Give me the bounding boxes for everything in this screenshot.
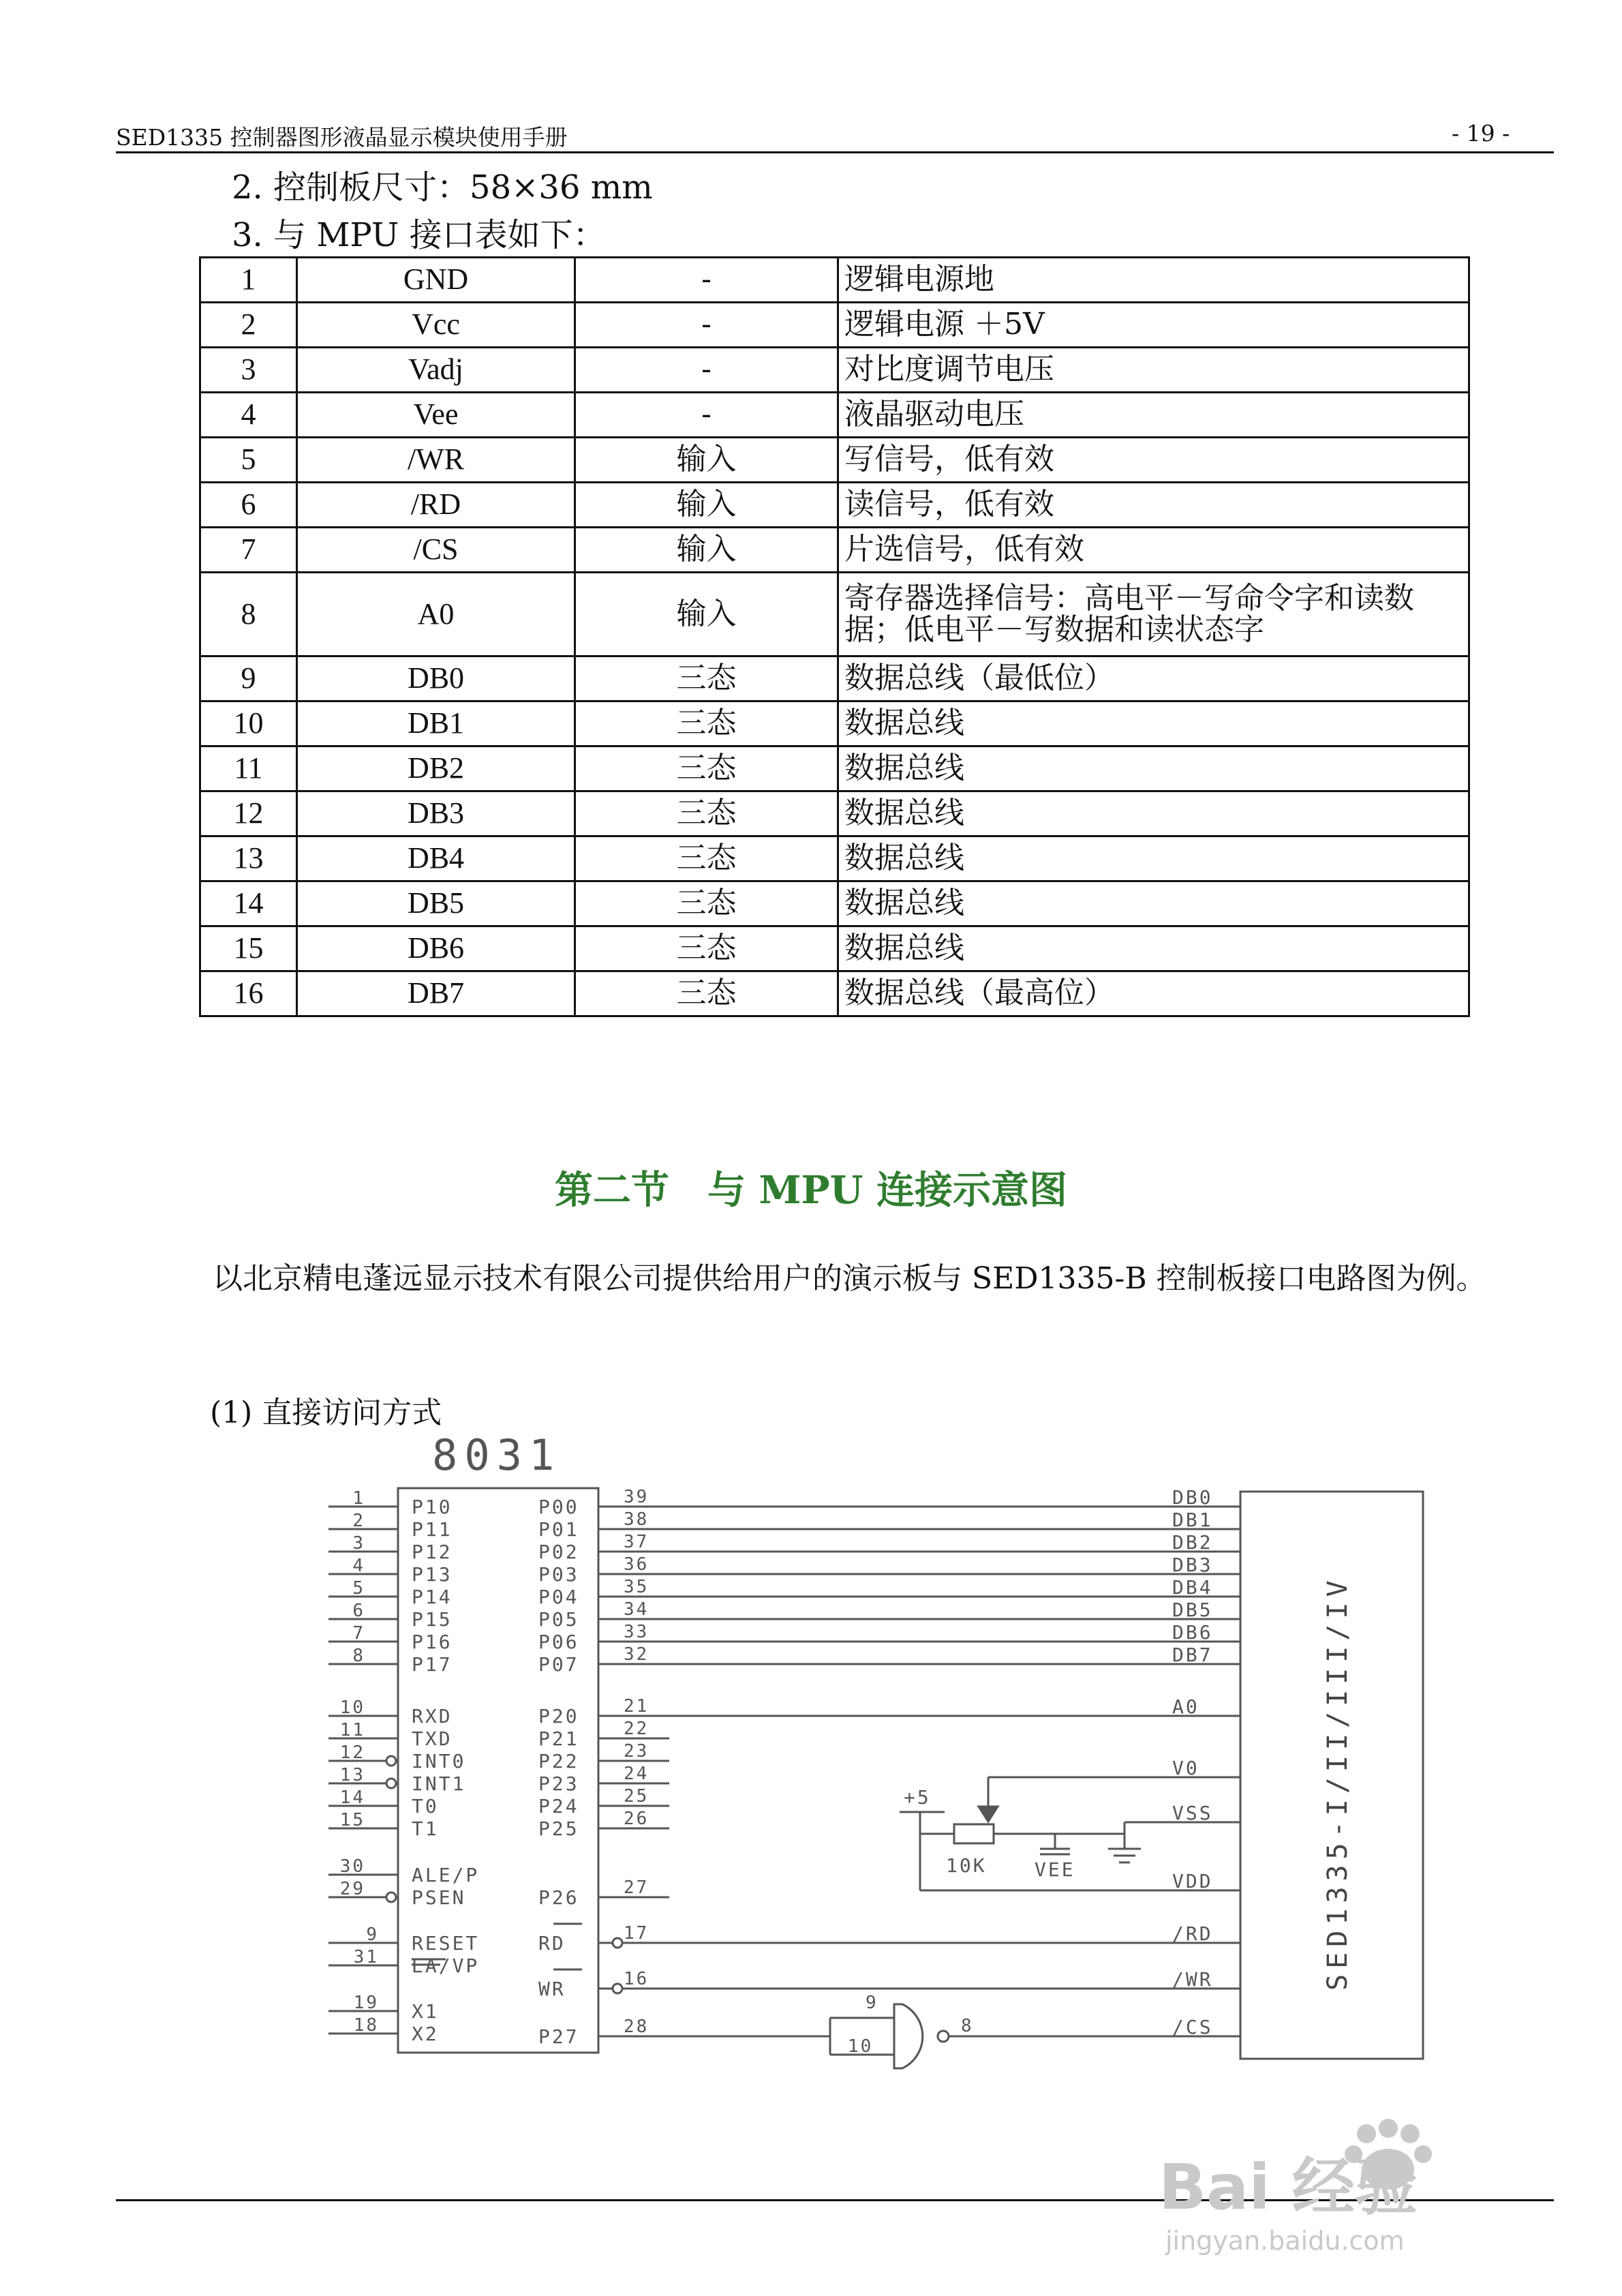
left-pin-label: P10 bbox=[412, 1496, 453, 1518]
port0-pin-number: 33 bbox=[624, 1622, 649, 1642]
lcd-data-signal-label: DB1 bbox=[1172, 1509, 1213, 1531]
port0-pin-label: P06 bbox=[538, 1631, 579, 1653]
left-pin-label: P15 bbox=[412, 1608, 453, 1631]
direction-cell: 三态 bbox=[575, 836, 838, 881]
left-pin-label: P14 bbox=[412, 1586, 453, 1608]
direction-cell: 输入 bbox=[575, 483, 838, 528]
left-pin-number: 2 bbox=[352, 1511, 365, 1531]
direction-cell: - bbox=[575, 348, 838, 393]
port2-pin-number: 26 bbox=[624, 1809, 649, 1829]
lcd-data-signal-label: DB7 bbox=[1172, 1644, 1213, 1666]
direction-cell: - bbox=[575, 303, 838, 348]
interface-table-heading: 3. 与 MPU 接口表如下： bbox=[232, 216, 606, 254]
gate-pin-label: 8 bbox=[961, 2016, 974, 2036]
port0-pin-label: P05 bbox=[538, 1608, 579, 1631]
supply-label: +5 bbox=[904, 1786, 931, 1809]
direction-cell: 输入 bbox=[575, 528, 838, 573]
lcd-data-signal-label: DB4 bbox=[1172, 1576, 1213, 1599]
control-pin-label: WR bbox=[538, 1978, 566, 2000]
port2-pin-number: 22 bbox=[624, 1719, 649, 1739]
pin-number-cell: 9 bbox=[200, 656, 297, 701]
left-pin-label: T1 bbox=[412, 1817, 439, 1840]
signal-name-cell: DB3 bbox=[297, 791, 575, 836]
potentiometer-body bbox=[954, 1824, 994, 1843]
lcd-signal-label: /RD bbox=[1172, 1922, 1213, 1945]
port2-pin-label: P22 bbox=[538, 1750, 579, 1772]
direction-cell: 三态 bbox=[575, 701, 838, 746]
left-pin-label: P12 bbox=[412, 1541, 453, 1563]
header-title: SED1335 控制器图形液晶显示模块使用手册 bbox=[116, 124, 568, 151]
left-pin-number: 14 bbox=[339, 1787, 365, 1808]
signal-name-cell: /RD bbox=[297, 483, 575, 528]
signal-name-cell: /CS bbox=[297, 528, 575, 573]
left-pin-number: 15 bbox=[339, 1810, 365, 1830]
left-pin-number: 13 bbox=[339, 1765, 365, 1785]
control-pin-number: 28 bbox=[624, 2016, 649, 2037]
signal-name-cell: DB2 bbox=[297, 746, 575, 791]
vee-label: VEE bbox=[1035, 1858, 1075, 1881]
description-cell: 数据总线 bbox=[838, 746, 1469, 791]
lcd-data-signal-label: DB3 bbox=[1172, 1554, 1213, 1576]
left-pin-label: INT1 bbox=[412, 1772, 466, 1795]
port2-pin-number: 24 bbox=[624, 1764, 649, 1784]
gate-pin-label: 9 bbox=[866, 1993, 878, 2013]
signal-name-cell: DB7 bbox=[297, 971, 575, 1016]
signal-name-cell: DB0 bbox=[297, 656, 575, 701]
left-pin-number: 12 bbox=[339, 1742, 365, 1763]
port0-pin-number: 36 bbox=[624, 1554, 649, 1575]
description-cell: 片选信号，低有效 bbox=[838, 528, 1469, 573]
port2-pin-number: 23 bbox=[624, 1741, 649, 1762]
pin-number-cell: 7 bbox=[200, 528, 297, 573]
inverted-input-bubble bbox=[386, 1779, 396, 1788]
description-cell: 读信号，低有效 bbox=[838, 483, 1469, 528]
port0-pin-number: 32 bbox=[624, 1644, 649, 1665]
port2-pin-label: P21 bbox=[538, 1727, 579, 1750]
left-pin-label: P13 bbox=[412, 1563, 453, 1586]
lcd-signal-label: A0 bbox=[1172, 1695, 1199, 1718]
lcd-module-name: SED1335-I/II/III/IV bbox=[1322, 1575, 1353, 1991]
pin-number-cell: 6 bbox=[200, 483, 297, 528]
baidu-jingyan-watermark bbox=[1145, 2113, 1527, 2263]
left-pin-number: 3 bbox=[352, 1533, 365, 1554]
port0-pin-label: P01 bbox=[538, 1518, 579, 1541]
lcd-data-signal-label: DB2 bbox=[1172, 1531, 1213, 1554]
description-cell: 写信号，低有效 bbox=[838, 438, 1469, 483]
port2-pin-number: 25 bbox=[624, 1786, 649, 1807]
signal-name-cell: DB6 bbox=[297, 926, 575, 971]
watermark-brand: Bai 经验 bbox=[1159, 2151, 1418, 2224]
control-pin-label: P27 bbox=[538, 2025, 579, 2048]
direction-cell: 输入 bbox=[575, 573, 838, 656]
nand-output-bubble bbox=[938, 2031, 949, 2042]
left-pin-number: 11 bbox=[339, 1720, 365, 1740]
direction-cell: 三态 bbox=[575, 926, 838, 971]
pin-number-cell: 15 bbox=[200, 926, 297, 971]
description-cell: 对比度调节电压 bbox=[838, 348, 1469, 393]
left-pin-number: 31 bbox=[353, 1947, 379, 1967]
nand-gate bbox=[894, 2004, 923, 2068]
wiper-arrow bbox=[979, 1807, 998, 1822]
description-cell: 逻辑电源地 bbox=[838, 258, 1469, 303]
port0-pin-number: 34 bbox=[624, 1599, 649, 1620]
direction-cell: 三态 bbox=[575, 656, 838, 701]
direction-cell: 三态 bbox=[575, 746, 838, 791]
direction-cell: - bbox=[575, 258, 838, 303]
lcd-signal-label: VDD bbox=[1172, 1870, 1213, 1892]
lcd-signal-label: /WR bbox=[1172, 1968, 1213, 1991]
description-cell: 寄存器选择信号：高电平－写命令字和读数据；低电平－写数据和读状态字 bbox=[838, 573, 1469, 656]
control-pin-label: P26 bbox=[538, 1886, 579, 1909]
pin-number-cell: 10 bbox=[200, 701, 297, 746]
mcu-name-label: 8031 bbox=[432, 1430, 562, 1480]
description-cell: 数据总线 bbox=[838, 881, 1469, 926]
inverted-input-bubble bbox=[386, 1892, 396, 1902]
signal-name-cell: DB5 bbox=[297, 881, 575, 926]
port2-pin-label: P25 bbox=[538, 1817, 579, 1840]
left-pin-label: ALE/P bbox=[412, 1864, 480, 1886]
left-pin-number: 9 bbox=[366, 1924, 379, 1945]
control-pin-label: RD bbox=[538, 1932, 566, 1954]
intro-paragraph: 以北京精电蓬远显示技术有限公司提供给用户的演示板与 SED1335-B 控制板接口电路图为例。 bbox=[213, 1261, 1486, 1296]
inverted-input-bubble bbox=[386, 1756, 396, 1766]
pin-number-cell: 14 bbox=[200, 881, 297, 926]
port0-pin-number: 35 bbox=[624, 1577, 649, 1597]
direction-cell: 三态 bbox=[575, 971, 838, 1016]
port0-pin-label: P02 bbox=[538, 1541, 579, 1563]
left-pin-number: 8 bbox=[352, 1646, 365, 1666]
pin-number-cell: 16 bbox=[200, 971, 297, 1016]
pin-number-cell: 5 bbox=[200, 438, 297, 483]
control-pin-number: 16 bbox=[624, 1969, 649, 1989]
description-cell: 数据总线 bbox=[838, 701, 1469, 746]
pin-number-cell: 11 bbox=[200, 746, 297, 791]
port0-pin-number: 38 bbox=[624, 1509, 649, 1530]
port0-pin-label: P04 bbox=[538, 1586, 579, 1608]
signal-name-cell: DB4 bbox=[297, 836, 575, 881]
port2-pin-number: 21 bbox=[624, 1696, 649, 1717]
description-cell: 数据总线 bbox=[838, 791, 1469, 836]
pin-number-cell: 13 bbox=[200, 836, 297, 881]
description-cell: 数据总线 bbox=[838, 926, 1469, 971]
left-pin-number: 10 bbox=[339, 1697, 365, 1718]
pot-value-label: 10K bbox=[946, 1854, 987, 1877]
left-pin-number: 29 bbox=[339, 1879, 365, 1899]
control-pin-number: 17 bbox=[624, 1923, 649, 1944]
control-pin-number: 27 bbox=[624, 1877, 649, 1898]
direction-cell: 三态 bbox=[575, 881, 838, 926]
left-pin-number: 1 bbox=[352, 1488, 365, 1509]
section-title: 第二节 与 MPU 连接示意图 bbox=[555, 1168, 1067, 1213]
pin-number-cell: 1 bbox=[200, 258, 297, 303]
port2-pin-label: P23 bbox=[538, 1772, 579, 1795]
pin-number-cell: 8 bbox=[200, 573, 297, 656]
port0-pin-label: P00 bbox=[538, 1496, 579, 1518]
left-pin-label: RXD bbox=[412, 1705, 453, 1727]
direction-cell: 三态 bbox=[575, 791, 838, 836]
left-pin-label: X1 bbox=[412, 2000, 439, 2023]
gate-pin-label: 10 bbox=[848, 2036, 874, 2057]
left-pin-label: T0 bbox=[412, 1795, 439, 1817]
wr-bubble bbox=[613, 1984, 622, 1993]
page-number: - 19 - bbox=[1452, 120, 1510, 147]
port0-pin-label: P07 bbox=[538, 1653, 579, 1676]
lcd-data-signal-label: DB5 bbox=[1172, 1599, 1213, 1621]
signal-name-cell: Vee bbox=[297, 393, 575, 438]
lcd-signal-label: VSS bbox=[1172, 1802, 1213, 1824]
left-pin-number: 30 bbox=[339, 1856, 365, 1877]
signal-name-cell: Vcc bbox=[297, 303, 575, 348]
left-pin-number: 5 bbox=[352, 1578, 365, 1599]
left-pin-label: P17 bbox=[412, 1653, 453, 1676]
left-pin-label: X2 bbox=[412, 2023, 439, 2045]
signal-name-cell: Vadj bbox=[297, 348, 575, 393]
left-pin-label: RESET bbox=[412, 1932, 480, 1954]
lcd-signal-label: V0 bbox=[1172, 1757, 1199, 1779]
pin-number-cell: 2 bbox=[200, 303, 297, 348]
left-pin-label: PSEN bbox=[412, 1886, 466, 1909]
watermark-url: jingyan.baidu.com bbox=[1165, 2226, 1405, 2256]
direct-access-label: (1) 直接访问方式 bbox=[210, 1395, 442, 1430]
lcd-signal-label: /CS bbox=[1172, 2016, 1213, 2038]
port0-pin-number: 39 bbox=[624, 1487, 649, 1507]
left-pin-number: 18 bbox=[353, 2015, 379, 2036]
board-size-item: 2. 控制板尺寸：58×36 mm bbox=[232, 168, 653, 207]
description-cell: 逻辑电源 ＋5V bbox=[838, 303, 1469, 348]
pin-number-cell: 3 bbox=[200, 348, 297, 393]
port0-pin-number: 37 bbox=[624, 1532, 649, 1552]
signal-name-cell: A0 bbox=[297, 573, 575, 656]
left-pin-label: TXD bbox=[412, 1727, 453, 1750]
direction-cell: 输入 bbox=[575, 438, 838, 483]
description-cell: 数据总线 bbox=[838, 836, 1469, 881]
left-pin-number: 19 bbox=[353, 1993, 379, 2013]
port2-pin-label: P20 bbox=[538, 1705, 579, 1727]
left-pin-label: P16 bbox=[412, 1631, 453, 1653]
direction-cell: - bbox=[575, 393, 838, 438]
lcd-data-signal-label: DB6 bbox=[1172, 1621, 1213, 1644]
signal-name-cell: DB1 bbox=[297, 701, 575, 746]
port2-pin-label: P24 bbox=[538, 1795, 579, 1817]
description-cell: 液晶驱动电压 bbox=[838, 393, 1469, 438]
description-cell: 数据总线（最低位） bbox=[838, 656, 1469, 701]
left-pin-number: 4 bbox=[352, 1556, 365, 1576]
left-pin-label: EA/VP bbox=[412, 1954, 480, 1977]
left-pin-label: INT0 bbox=[412, 1750, 466, 1772]
pin-number-cell: 12 bbox=[200, 791, 297, 836]
lcd-data-signal-label: DB0 bbox=[1172, 1486, 1213, 1509]
left-pin-label: P11 bbox=[412, 1518, 453, 1541]
left-pin-number: 6 bbox=[352, 1601, 365, 1621]
signal-name-cell: GND bbox=[297, 258, 575, 303]
signal-name-cell: /WR bbox=[297, 438, 575, 483]
pin-number-cell: 4 bbox=[200, 393, 297, 438]
rd-bubble bbox=[613, 1938, 622, 1948]
port0-pin-label: P03 bbox=[538, 1563, 579, 1586]
description-cell: 数据总线（最高位） bbox=[838, 971, 1469, 1016]
left-pin-number: 7 bbox=[352, 1623, 365, 1644]
